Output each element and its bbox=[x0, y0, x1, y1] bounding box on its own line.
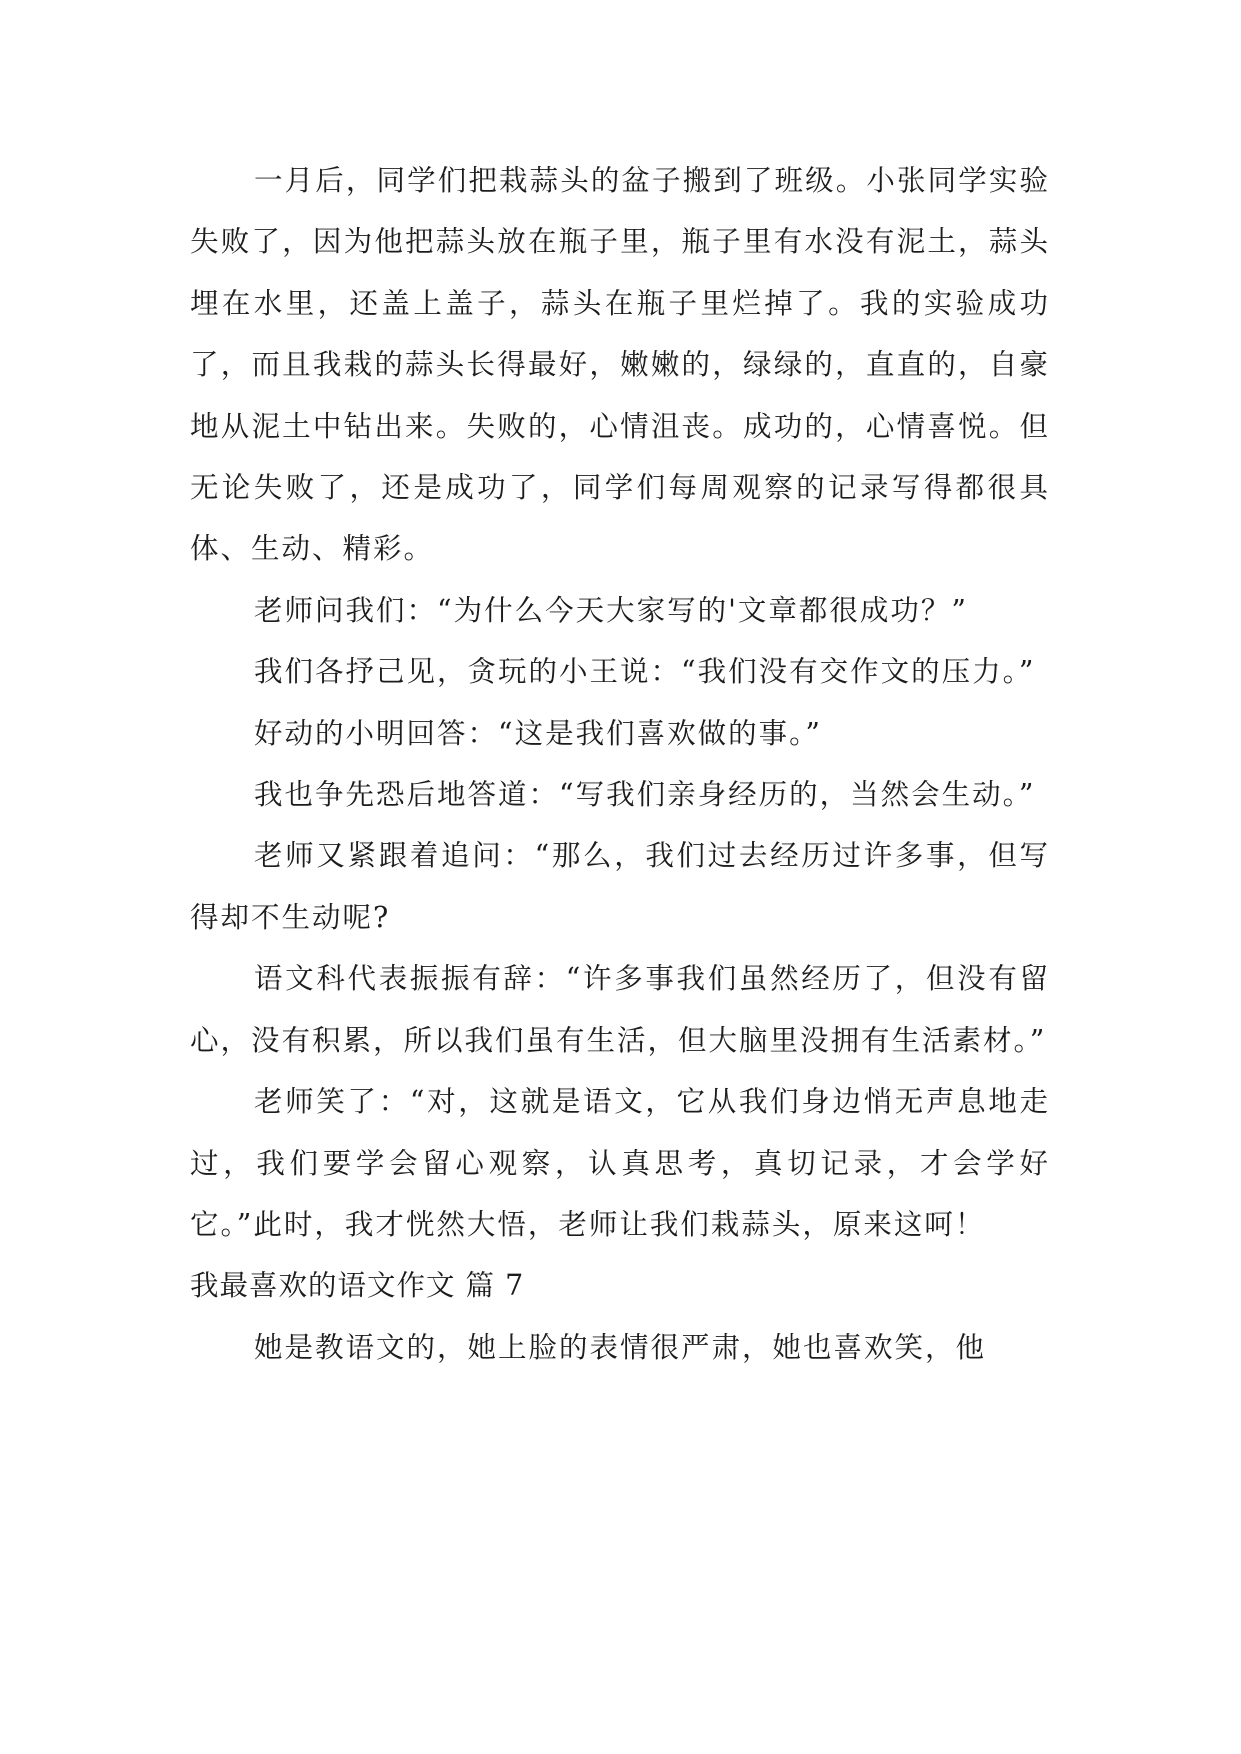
paragraph-my-answer: 我也争先恐后地答道：“写我们亲身经历的，当然会生动。” bbox=[254, 778, 1036, 812]
document-body bbox=[190, 150, 1050, 1378]
paragraph-experiment-result: 一月后，同学们把栽蒜头的盆子搬到了班级。小张同学实验失败了，因为他把蒜头放在瓶子里，瓶子里有水没有泥土，蒜头埋在水里，还盖上盖子，蒜头在瓶子里烂掉了。我的实验成功了，而且我栽的蒜头长得最好，嫩嫩的，绿绿的，直直的，自豪地从泥土中钻出来。失败的，心情沮丧。成功的，心情喜悦。但无论失败了，还是成功了，同学们每周观察的记录写得都很具体、生动、精彩。 bbox=[190, 164, 1050, 566]
paragraph-representative-answer: 语文科代表振振有辞：“许多事我们虽然经历了，但没有留心，没有积累，所以我们虽有生活，但大脑里没拥有生活素材。” bbox=[190, 962, 1050, 1057]
paragraph-xiaoming-answer: 好动的小明回答：“这是我们喜欢做的事。” bbox=[254, 716, 822, 750]
paragraph-teacher-conclusion: 老师笑了：“对，这就是语文，它从我们身边悄无声息地走过，我们要学会留心观察，认真思考，真切记录，才会学好它。”此时，我才恍然大悟，老师让我们栽蒜头，原来这呵！ bbox=[190, 1085, 1050, 1241]
paragraph-teacher-followup: 老师又紧跟着追问：“那么，我们过去经历过许多事，但写得却不生动呢? bbox=[190, 839, 1050, 934]
paragraph-section-7-start: 她是教语文的，她上脸的表情很严肃，她也喜欢笑，他 bbox=[254, 1330, 987, 1364]
paragraph-teacher-question: 老师问我们：“为什么今天大家写的'文章都很成功？” bbox=[254, 593, 968, 627]
paragraph-xiaowang-answer: 我们各抒己见，贪玩的小王说：“我们没有交作文的压力。” bbox=[254, 655, 1036, 689]
section-heading: 我最喜欢的语文作文 篇 7 bbox=[190, 1269, 525, 1303]
